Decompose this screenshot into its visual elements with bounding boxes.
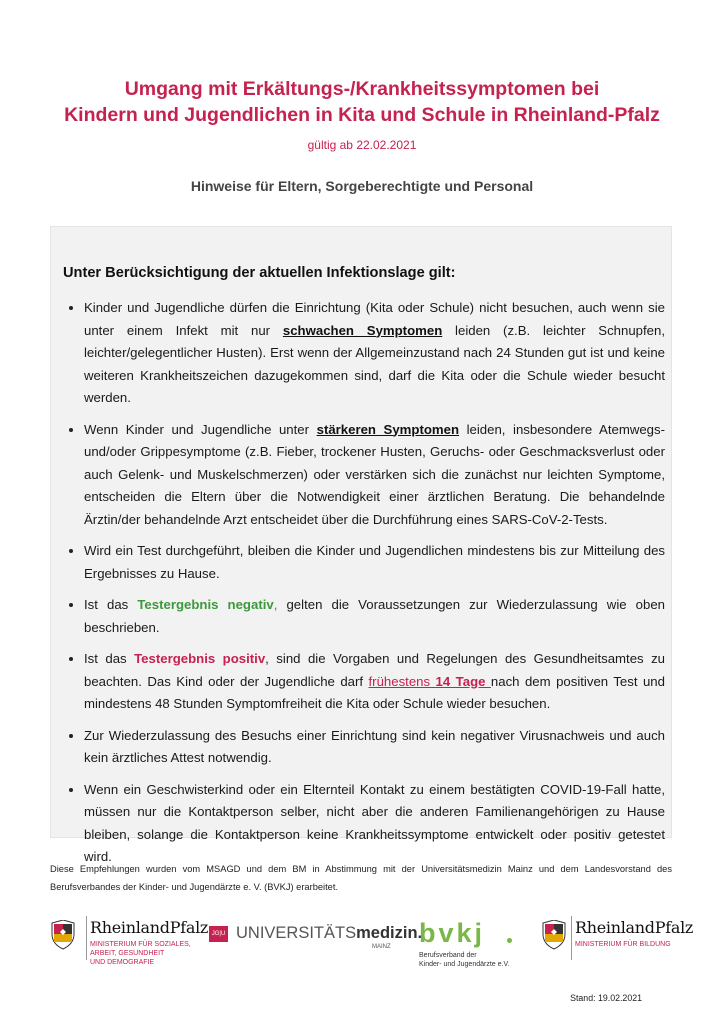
unimedizin-wordmark: [236, 924, 422, 943]
logo-rlp-bm: [541, 918, 694, 962]
list-item: [84, 725, 665, 770]
box-heading: Unter Berücksichtigung der aktuellen Infektionslage gilt:: [63, 265, 456, 281]
list-item-text: , sind die Vorgaben und Regelungen des Gesundheitsamtes zu beachten. Das Kind oder der Jugendliche darf: [84, 651, 666, 689]
divider: [86, 916, 87, 960]
list-item-text: gelten die Voraussetzungen zur Wiederzulassung wie oben beschrieben.: [84, 597, 666, 635]
unimedizin-bold: medizin.: [356, 924, 423, 942]
bullet-icon: [69, 549, 73, 553]
list-item-text: Ist das: [84, 651, 135, 666]
list-item: [84, 297, 665, 410]
bullet-icon: [69, 603, 73, 607]
rlp-wordmark: RheinlandPfalz: [90, 918, 209, 937]
emphasis-weak-symptoms: schwachen Symptomen: [282, 322, 443, 338]
jgu-badge: JG|U: [209, 926, 228, 942]
logo-unimedizin-mainz: [209, 920, 423, 954]
list-item-text: leiden (z.B. leichter Schnupfen, leichter/gelegentlicher Husten). Erst wenn der Allgemeinzustand nach 24 Stunden gut ist und keine weiteren Krankheitszeichen dazugekommen sind, darf die Kita oder die Schule wieder besucht werden.: [84, 322, 665, 405]
bullet-icon: [69, 734, 73, 738]
rlp-wordmark: RheinlandPfalz: [575, 918, 694, 937]
list-item-text: leiden, insbesondere Atemwegs- und/oder Grippesymptome (z.B. Fieber, trockener Husten, Geruchs- oder Geschmacksverlust oder auch Gelenk- und Muskelschmerzen) oder verstärken sich die zunächst nur leichten Symptome, entscheiden die Eltern über die Notwendigkeit einer ärztlichen Beratung. Die behandelnde Ärztin/der behandelnde Arzt entscheidet über die Durchführung eines SARS-CoV-2-Tests.: [84, 421, 665, 527]
comma-green: ,: [273, 597, 278, 612]
valid-from-date: gültig ab 22.02.2021: [307, 138, 417, 152]
bullet-icon: [69, 788, 73, 792]
ministry-name-line3: UND DEMOGRAFIE: [90, 959, 155, 966]
emphasis-14-days: 14 Tage: [435, 673, 491, 689]
list-item: [84, 594, 665, 639]
list-item-text: Zur Wiederzulassung des Besuchs einer Einrichtung sind kein negativer Virusnachweis und auch kein ärztliches Attest notwendig.: [84, 727, 665, 765]
page-subtitle: Hinweise für Eltern, Sorgeberechtigte und Personal: [190, 178, 534, 194]
unimedizin-light: UNIVERSITÄTS: [236, 924, 357, 942]
unimedizin-city: MAINZ: [372, 944, 391, 950]
bullet-icon: [69, 306, 73, 310]
list-item-text: Wenn Kinder und Jugendliche unter: [84, 421, 317, 437]
guidelines-list: [84, 297, 665, 878]
list-item: [84, 779, 665, 869]
bvkj-subtitle-line2: Kinder- und Jugendärzte e.V.: [419, 961, 510, 968]
list-item-text: Wird ein Test durchgeführt, bleiben die Kinder und Jugendlichen mindestens bis zur Mitteilung des Ergebnisses zu Hause.: [84, 543, 665, 581]
rlp-coat-of-arms-icon: [50, 920, 76, 950]
bvkj-subtitle-line1: Berufsverband der: [419, 952, 477, 959]
ministry-name-line2: ARBEIT, GESUNDHEIT: [90, 950, 165, 957]
list-item: [84, 540, 665, 585]
list-item-text: Ist das: [84, 597, 138, 612]
list-item-text: nach dem positiven Test und mindestens 48 Stunden Symptomfreiheit die Kita oder Schule wieder besuchen.: [84, 673, 665, 711]
rlp-coat-of-arms-icon: [541, 920, 567, 950]
logo-bvkj: [419, 918, 539, 974]
page-title-line1: Umgang mit Erkältungs-/Krankheitssymptomen bei: [124, 78, 600, 100]
list-item: [84, 648, 665, 716]
page-title-line2: Kindern und Jugendlichen in Kita und Schule in Rheinland-Pfalz: [64, 104, 660, 126]
bullet-icon: [69, 428, 73, 432]
stand-date: Stand: 19.02.2021: [570, 993, 642, 1003]
emphasis-test-positive: Testergebnis positiv: [134, 651, 266, 666]
emphasis-strong-symptoms: stärkeren Symptomen: [316, 421, 460, 437]
emphasis-earliest: frühestens: [368, 673, 436, 689]
bvkj-wordmark: bvkj: [419, 918, 486, 948]
list-item-text: Kinder und Jugendliche dürfen die Einrichtung (Kita oder Schule) nicht besuchen, auch wenn sie unter einem Infekt mit nur: [84, 300, 665, 338]
bvkj-subtitle: [419, 951, 509, 969]
footnote: Diese Empfehlungen wurden vom MSAGD und dem BM in Abstimmung mit der Universitätsmedizin Mainz und dem Landesvorstand des Berufsverbandes der Kinder- und Jugendärzte e. V. (BVKJ) erarbeitet.: [50, 864, 672, 892]
ministry-name-line1: MINISTERIUM FÜR SOZIALES,: [90, 941, 191, 948]
divider: [571, 916, 572, 960]
bullet-icon: [69, 657, 73, 661]
logo-rlp-msagd: [50, 918, 209, 968]
bvkj-dot-icon: [507, 938, 512, 943]
guidelines-box: [50, 226, 672, 864]
ministry-name-line1: MINISTERIUM FÜR BILDUNG: [575, 941, 671, 948]
list-item-text: Wenn ein Geschwisterkind oder ein Elternteil Kontakt zu einem bestätigten COVID-19-Fall hatte, müssen nur die Kontaktperson selber, nicht aber die anderen Familienangehörigen zu Hause bleiben, solange die Kontaktperson keine Krankheitssymptome entwickelt oder positiv getestet wird.: [84, 781, 665, 864]
list-item: [84, 419, 665, 532]
emphasis-test-negative: Testergebnis negativ: [137, 597, 274, 612]
